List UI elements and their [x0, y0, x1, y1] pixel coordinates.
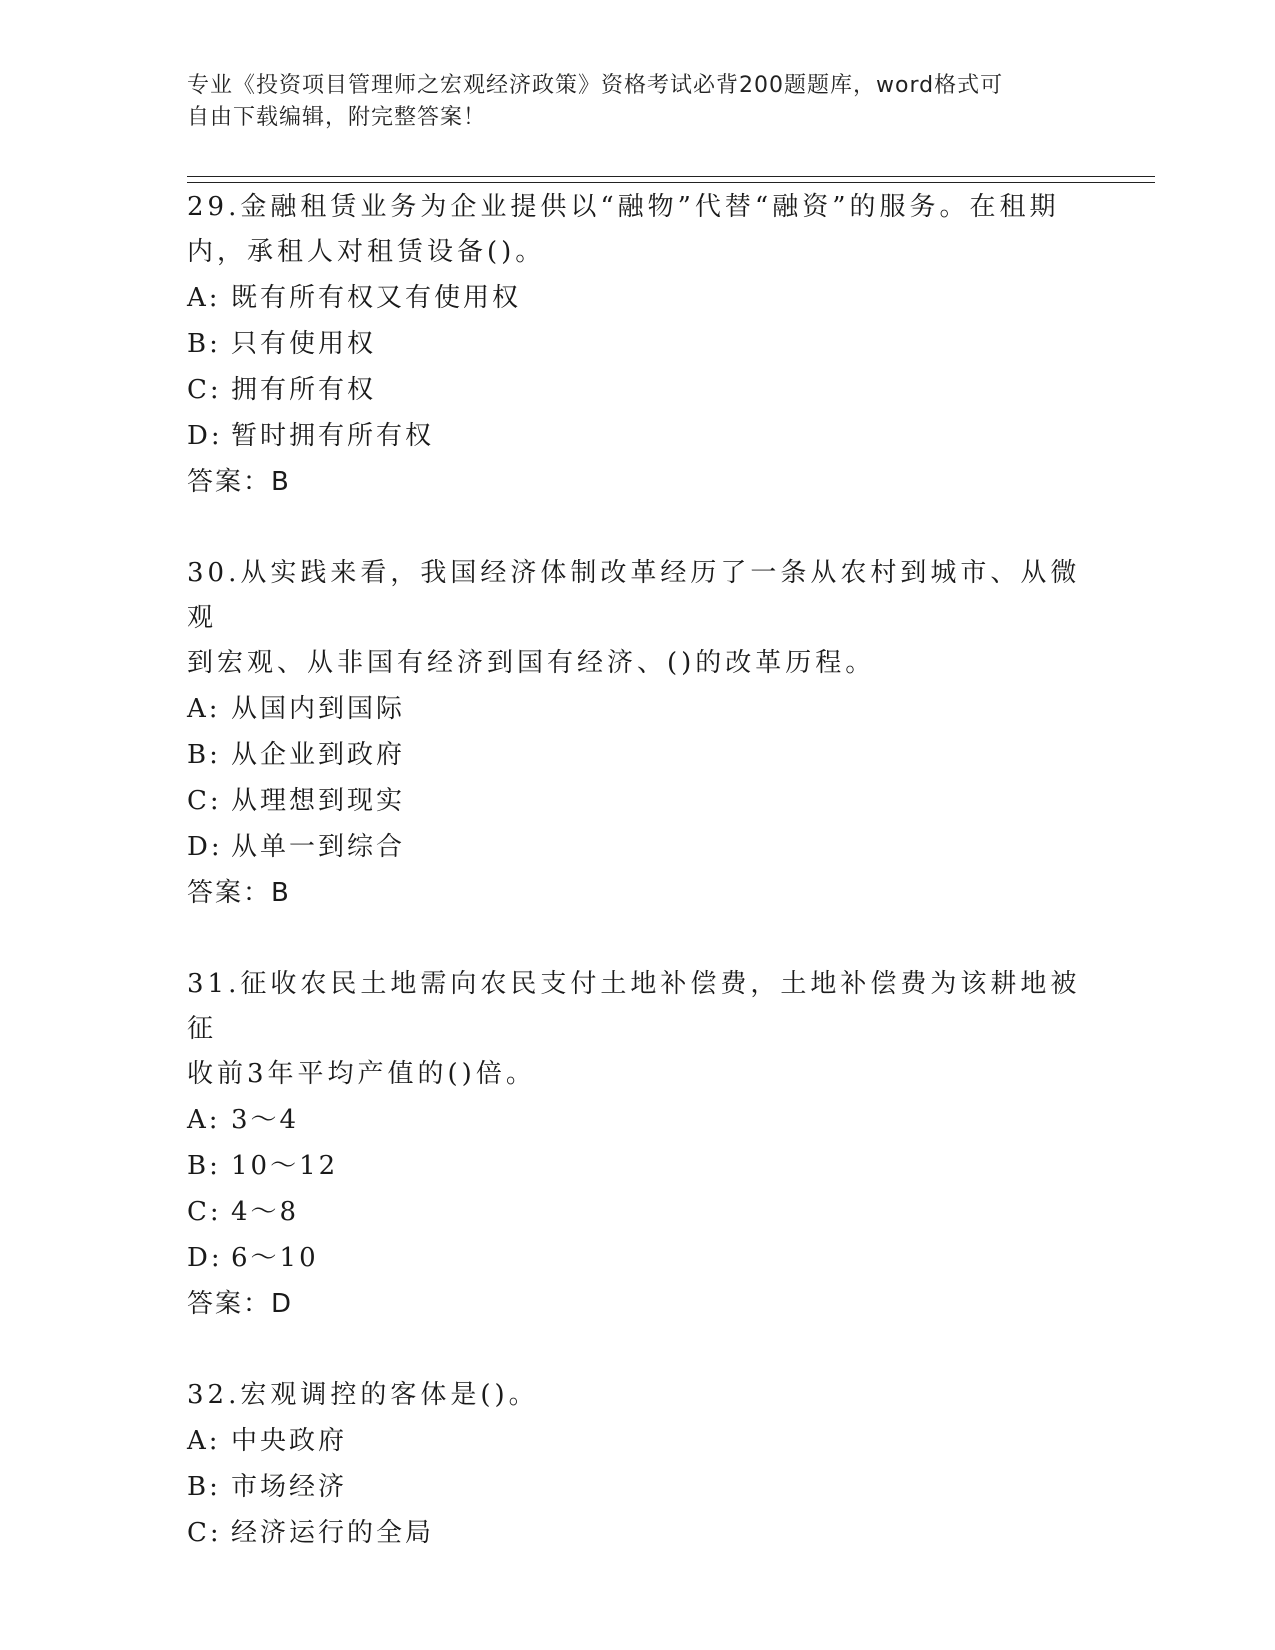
spacer	[187, 916, 1087, 962]
question-30-option-c	[187, 778, 1087, 824]
option-text: 中央政府	[231, 1426, 348, 1456]
question-31-option-c	[187, 1189, 1087, 1235]
option-text: 市场经济	[231, 1472, 348, 1502]
option-text: 经济运行的全局	[231, 1518, 435, 1548]
question-30-answer: 答案：B	[187, 878, 291, 908]
question-31-option-a	[187, 1097, 1087, 1143]
option-letter: A:	[187, 283, 221, 313]
option-letter: C:	[187, 1197, 222, 1227]
question-32-option-b	[187, 1464, 1087, 1510]
spacer	[187, 505, 1087, 551]
question-32-option-c	[187, 1510, 1087, 1556]
question-list	[187, 185, 1087, 1556]
option-text: 暂时拥有所有权	[231, 421, 435, 451]
option-letter: A:	[187, 694, 221, 724]
question-29-stem-line-1: 29.金融租赁业务为企业提供以“融物”代替“融资”的服务。在租期	[187, 192, 1060, 222]
question-32	[187, 1373, 1087, 1556]
option-text: 从企业到政府	[231, 740, 406, 770]
question-31-option-d	[187, 1235, 1087, 1281]
question-31-stem-line-1: 31.征收农民土地需向农民支付土地补偿费，土地补偿费为该耕地被征	[187, 969, 1081, 1044]
question-30-stem-line-2: 到宏观、从非国有经济到国有经济、()的改革历程。	[187, 648, 876, 678]
option-letter: B:	[187, 1472, 221, 1502]
question-29-option-d	[187, 413, 1087, 459]
header-divider-top	[187, 176, 1155, 177]
spacer	[187, 1327, 1087, 1373]
header-line-2: 自由下载编辑，附完整答案！	[187, 105, 487, 130]
option-letter: D:	[187, 1243, 223, 1273]
question-30-option-d	[187, 824, 1087, 870]
header-divider-bottom	[187, 182, 1155, 183]
option-letter: D:	[187, 832, 223, 862]
question-29-stem-line-2: 内，承租人对租赁设备()。	[187, 237, 546, 267]
option-text: 既有所有权又有使用权	[231, 283, 522, 313]
question-30	[187, 551, 1087, 916]
option-letter: A:	[187, 1105, 221, 1135]
option-letter: C:	[187, 375, 222, 405]
option-text: 10～12	[231, 1151, 339, 1181]
question-31-option-b	[187, 1143, 1087, 1189]
option-letter: A:	[187, 1426, 221, 1456]
question-29-option-a	[187, 275, 1087, 321]
question-29-answer: 答案：B	[187, 467, 291, 497]
option-letter: C:	[187, 786, 222, 816]
question-32-stem-line-1: 32.宏观调控的客体是()。	[187, 1380, 539, 1410]
option-text: 从单一到综合	[231, 832, 406, 862]
question-30-option-b	[187, 732, 1087, 778]
option-text: 3～4	[231, 1105, 300, 1135]
question-29	[187, 185, 1087, 505]
question-31	[187, 962, 1087, 1327]
option-text: 只有使用权	[231, 329, 377, 359]
question-32-option-a	[187, 1418, 1087, 1464]
option-letter: B:	[187, 740, 221, 770]
document-header	[187, 70, 1087, 134]
option-text: 4～8	[231, 1197, 300, 1227]
option-text: 从理想到现实	[231, 786, 406, 816]
header-line-1: 专业《投资项目管理师之宏观经济政策》资格考试必背200题题库，word格式可	[187, 73, 1004, 98]
option-text: 从国内到国际	[231, 694, 406, 724]
option-letter: B:	[187, 329, 221, 359]
option-text: 6～10	[231, 1243, 319, 1273]
question-31-stem-line-2: 收前3年平均产值的()倍。	[187, 1059, 536, 1089]
question-29-option-c	[187, 367, 1087, 413]
question-30-option-a	[187, 686, 1087, 732]
option-letter: D:	[187, 421, 223, 451]
option-text: 拥有所有权	[231, 375, 377, 405]
option-letter: B:	[187, 1151, 221, 1181]
question-30-stem-line-1: 30.从实践来看，我国经济体制改革经历了一条从农村到城市、从微观	[187, 558, 1081, 633]
question-31-answer: 答案：D	[187, 1289, 294, 1319]
question-29-option-b	[187, 321, 1087, 367]
option-letter: C:	[187, 1518, 222, 1548]
